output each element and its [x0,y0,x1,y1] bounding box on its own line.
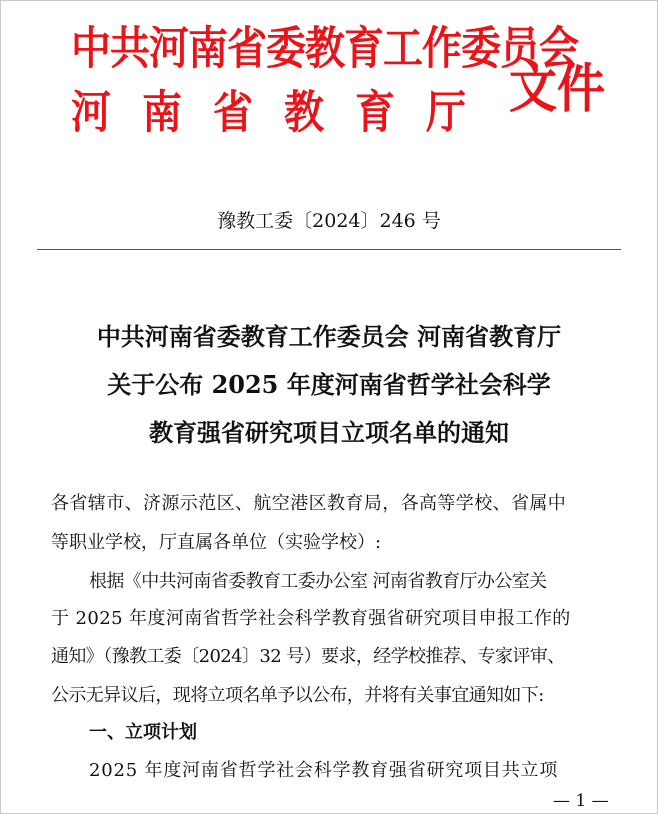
addressee-line-1: 各省辖市、济源示范区、航空港区教育局，各高等学校、省属中 [51,493,567,514]
title-line-3: 教育强省研究项目立项名单的通知 [149,418,509,447]
addressee-line-2: 等职业学校，厅直属各单位（实验学校）: [51,532,382,553]
paragraph-line-1: 根据《中共河南省委教育工委办公室 河南省教育厅办公室关 [89,571,547,592]
issuer-header-suffix: 文件 [509,58,606,120]
title-line-2: 关于公布 2025 年度河南省哲学社会科学 [107,370,551,399]
section-paragraph-line-1: 2025 年度河南省哲学社会科学教育强省研究项目共立项 [89,760,559,781]
issuer-header-line2: 河南省教育厅 [71,86,497,139]
paragraph-line-3: 通知》（豫教工委〔2024〕32 号）要求，经学校推荐、专家评审、 [51,646,565,667]
section-heading: 一、立项计划 [89,722,197,743]
issuer-header-line1: 中共河南省委教育工作委员会 [71,22,578,75]
title-line-1: 中共河南省委教育工作委员会 河南省教育厅 [96,322,562,351]
paragraph-line-4: 公示无异议后，现将立项名单予以公布，并将有关事宜通知如下: [51,685,544,706]
paragraph-line-2: 于 2025 年度河南省哲学社会科学教育强省研究项目申报工作的 [51,608,571,629]
red-divider [37,249,621,250]
page-number: — 1 — [553,791,609,811]
document-number: 豫教工委〔2024〕246 号 [217,210,441,232]
